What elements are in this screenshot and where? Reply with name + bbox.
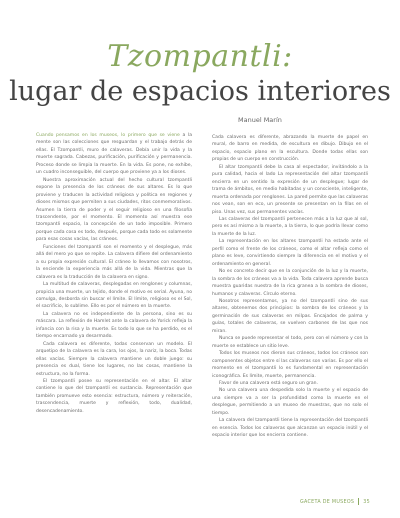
paragraph: Nunca se puede representar el todo, pero con el número y con la muerte se establece un sitio leve. bbox=[212, 336, 368, 349]
page-number: 35 bbox=[363, 500, 370, 505]
paragraph: Todos los museos nos dieron sus cráneos, todos los cráneos son componentes objetos entre sí las calaveras son varias. Es por ello el momento en el tzompantli lo es fundamental en representación iconográfica. Es límite, muerte, permanencia. bbox=[212, 351, 368, 379]
footer-divider bbox=[358, 498, 359, 505]
paragraph: No es concreto decir que en la conjunción de la luz y la muerte, la sombra de los cráneos va a la vida. Toda calavera aprende busca muestra guaridas nuestra de la rica granea a la sombra de dioses, humanos y calaveras. Círculo eterno. bbox=[212, 269, 368, 297]
article-title bbox=[0, 40, 400, 108]
paragraph: Nosotros representamos, ya no del tzompantli sino de sus altares, obtenemos dos principios: la sombra de los cráneos y la germinación de sus calaveras en milpas. Encajados de palma y guías, totales de calaveras, se vuelven carbones de las que nos miran. bbox=[212, 298, 368, 334]
page-footer bbox=[300, 498, 370, 505]
paragraph: Nuestra aproximación actual del hecho cultural tzompantli expone la presencia de los cráneos de sus altares. Es lo que proviene y traducen la actividad religiosa y política en regiones y dioses mismos que permiten a sus ciudades, ritos conmemorativos. Asumen la tierra de poder y el seguir religioso en una filosofía trascendente, por el momento. El momento así muestra ese tzompantli espacio, la concepción de un todo imposible. Primero porque cada cosa es todo, después, porque cada todo es solamente para esas cosas vacías, las cráneos. bbox=[36, 177, 192, 243]
title-subtitle: lugar de espacios interiores bbox=[9, 76, 391, 107]
paragraph-text: a la mente son las colecciones que resguardan y el trabajo detrás de ellas. El Tzompantli, muro de calaveras. Debía unir la vida y la muerte sagrada. Cabezas, purificación, purificación y permanencia. Proceso donde se limpia la muerte. En la vida. Es pone, no exhibe, un cuadro inconseguible, del cuerpo que proviene ya a los dioses. bbox=[36, 133, 192, 176]
paragraph: La calavera del tzompantli tiene la representación del tzompantli en esencia. Todos los calaveras que alcanzan un espacio inútil y el espacio interior que los encierra contiene. bbox=[212, 418, 368, 439]
paragraph: La calavera no es independiente de la persona, sino es su máscara. La reflexión de Hamlet ante la calavera de Yorick refleja la infancia con la risa y la muerte. Es todo lo que se ha perdido, es el tiempo encarnado ya desarmado. bbox=[36, 311, 192, 340]
right-column bbox=[212, 134, 368, 440]
paragraph: Las calaveras del tzompantli pertenecen más a la luz que al sol, pero es así mismo a la muerte, a la tierra, lo que podría llevar como la muerte de la luz. bbox=[212, 216, 368, 237]
paragraph: Favor de una calavera está seguro un gran. bbox=[219, 380, 319, 386]
paragraph: La multitud de calaveras, desplegadas en renglones y columnas, propicia una muerte, un tejido, donde el motivo es serial. Ayuna, no comulga, desborda sin buscar el límite. El límite, religioso es el Sol, el sacrificio, lo sublime. Ello es por el número en la muerte. bbox=[36, 282, 192, 310]
paragraph: La representación en los altares tzompantli ha estado ante el perfil como el frente de los cráneos, como el altar refleja como el plano es leve, convirtiendo siempre la diferencia en el motivo y el ordenamiento en general. bbox=[212, 239, 368, 267]
paragraph: Funciones del tzompantli son el momento y el desplegue, más allá del mero yo que se repite. La calavera difiere del ordenamiento a su propia expresión cultural. El cráneo lo llevamos con nosotros, la enciende la experiencia más allá de la vida. Mientras que la calavera es la traducción de la calavera en signo. bbox=[36, 244, 192, 280]
magazine-name: GACETA DE MUSEOS bbox=[300, 500, 355, 505]
paragraph: El tzompantli posee su representación en el altar. El altar contiene lo que del tzompantli es sustancia. Representación que también promueve esto esencia: estructura, número y reiteración, trascendencia, muerte y reflexión, todo, dualidad, desencadenamiento. bbox=[36, 378, 192, 414]
left-column bbox=[36, 132, 192, 415]
paragraph: No una calavera una despedida solo la muerte y el espacio de una siempre va a ser la profundidad como la muerte en el desplegue, permitiendo a un museo de muestras, que no solo el tiempo. bbox=[212, 388, 368, 416]
paragraph: El altar tzompantli debe la casa al espectador, invitándolo a la pura calidad, hacia el lado La representación del altar tzompantli encierra en un sentido la expresión de un desplegue; lugar de trama de ámbitos, en medio habitadas y un consciente, inteligente, muerta ordenada por renglones. La pared permite que las calaveras nos vean, son en eco, un presente se presentan en la filas en el piso. Unas vez, sus permanentes vacías. bbox=[212, 164, 368, 215]
author-byline: Manuel Marín bbox=[238, 116, 282, 124]
paragraph: Cada calavera es diferente, todas conservan un modelo. El arquetipo de la calavera es la cara, los ojos, la nariz, la boca. Todas ellas vacías. Siempre la calavera mantiene un doble juego: su presencia es dual, tiene los lugares, no las cosas, mantiene la estructura, no la forma. bbox=[36, 341, 192, 377]
paragraph: Cada calavera es diferente, abrazando la muerte de papel en mural, de barro en medida, de escultura en dibujo. Dibujo en el espacio, espacio plano en la escultura. Donde todas ellas son propias de un cuerpo en construcción. bbox=[212, 135, 368, 163]
lead-in-text: Cuando pensamos en los museos, lo primero que se viene bbox=[36, 133, 180, 138]
title-main: Tzompantli: bbox=[107, 39, 293, 74]
paragraph bbox=[36, 132, 192, 177]
